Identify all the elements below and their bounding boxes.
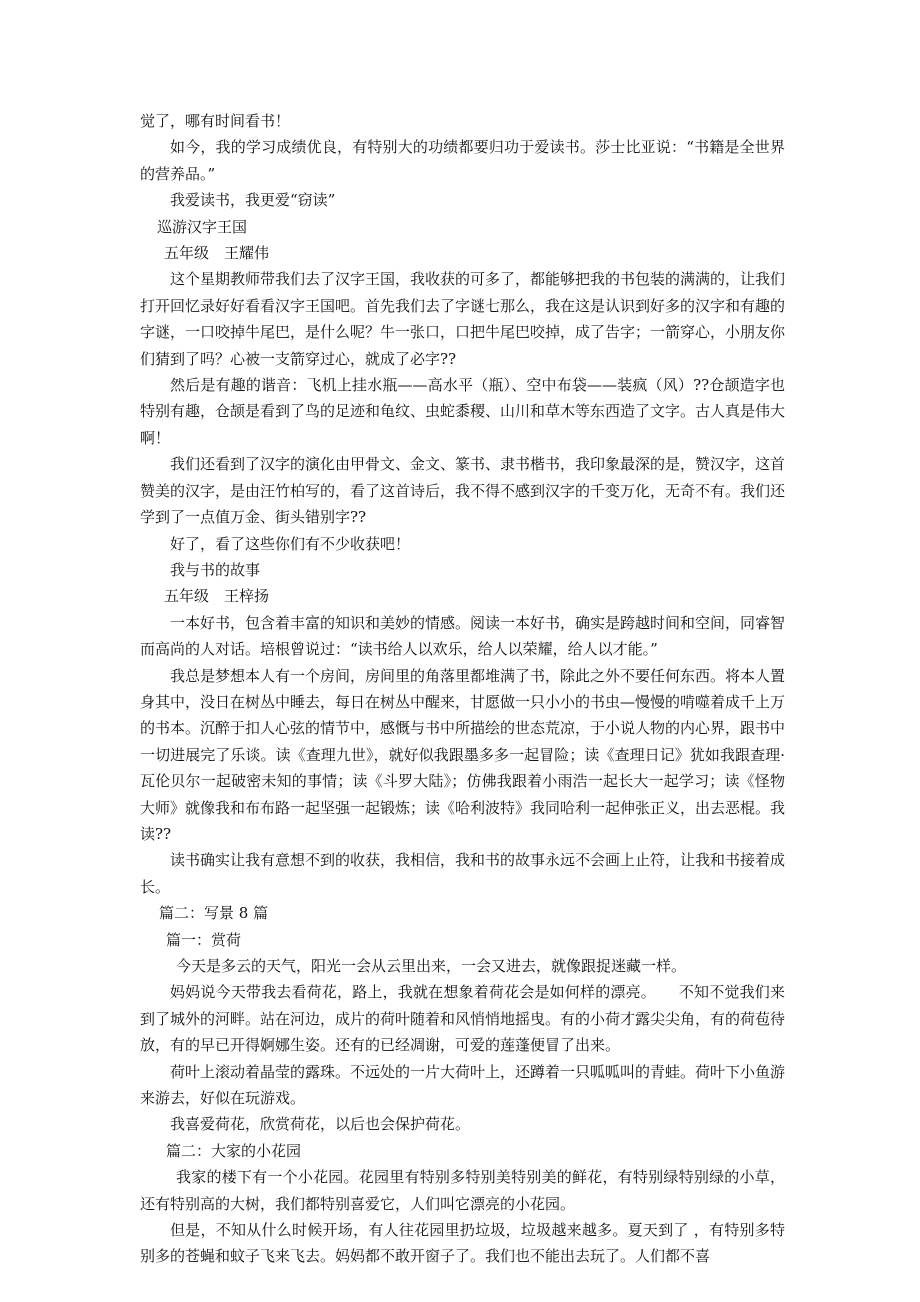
paragraph: 但是，不知从什么时候开场，有人往花园里扔垃圾，垃圾越来越多。夏天到了 ，有特别多特别多的苍蝇和蚊子飞来飞去。妈妈都不敢开窗子了。我们也不能出去玩了。人们都不喜 <box>140 1221 785 1266</box>
paragraph: 荷叶上滚动着晶莹的露珠。不远处的一片大荷叶上，还蹲着一只呱呱叫的青蛙。荷叶下小鱼游来游去，好似在玩游戏。 <box>140 1062 786 1108</box>
article-author: 五年级 王梓扬 <box>164 587 270 606</box>
paragraph: 一本好书，包含着丰富的知识和美妙的情感。阅读一本好书，确实是跨越时间和空间，同睿智而高尚的人对话。培根曾说过：“读书给人以欢乐，给人以荣耀，给人以才能。” <box>140 613 786 659</box>
document-body <box>140 108 785 1270</box>
article-title: 巡游汉字王国 <box>157 217 248 236</box>
article-title: 篇一：赏荷 <box>166 930 242 949</box>
paragraph: 觉了，哪有时间看书！ <box>140 112 291 130</box>
article-title: 我与书的故事 <box>170 560 261 579</box>
article-title: 篇二：大家的小花园 <box>166 1141 302 1160</box>
paragraph: 这个星期教师带我们去了汉字王国，我收获的可多了，都能够把我的书包装的满满的，让我们打开回忆录好好看看汉字王国吧。首先我们去了字谜七那么，我在这是认识到好多的汉字和有趣的字谜，一口咬掉牛尾巴，是什么呢？牛一张口，口把牛尾巴咬掉，成了告字；一箭穿心，小朋友你们猜到了吗？心被一支箭穿过心，就成了必字?? <box>140 270 786 368</box>
paragraph: 我们还看到了汉字的演化由甲骨文、金文、篆书、隶书楷书，我印象最深的是，赞汉字，这首赞美的汉字，是由汪竹柏写的，看了这首诗后，我不得不感到汉字的千变万化，无奇不有。我们还学到了一点值万金、街头错别字?? <box>140 455 786 527</box>
paragraph: 我总是梦想本人有一个房间，房间里的角落里都堆满了书，除此之外不要任何东西。将本人置身其中，没日在树丛中睡去，每日在树丛中醒来，甘愿做一只小小的书虫—慢慢的啃噬着成千上万的书本。沉醉于扣人心弦的情节中，感慨与书中所描绘的世态荒凉，于小说人物的内心界，跟书中一切进展完了乐谈。读《查理九世》，就好似我跟墨多多一起冒险；读《查理日记》犹如我跟查理·瓦伦贝尔一起破密未知的事情；读《斗罗大陆》；仿佛我跟着小雨浩一起长大一起学习；读《怪物大师》就像我和布布路一起坚强一起锻炼；读《哈利波特》我同哈利一起伸张正义，出去恶棍。我读?? <box>140 666 786 843</box>
paragraph: 妈妈说今天带我去看荷花，路上，我就在想象着荷花会是如何样的漂亮。 不知不觉我们来到了城外的河畔。站在河边，成片的荷叶随着和风悄悄地摇曳。有的小荷才露尖尖角，有的荷苞待放，有的早已开得婀娜生姿。还有的已经凋谢，可爱的莲蓬便冒了出来。 <box>140 983 786 1055</box>
paragraph: 我家的楼下有一个小花园。花园里有特别多特别美特别美的鲜花，有特别绿特别绿的小草，还有特别高的大树，我们都特别喜爱它，人们叫它漂亮的小花园。 <box>140 1168 785 1213</box>
paragraph: 今天是多云的天气，阳光一会从云里出来，一会又进去，就像跟捉迷藏一样。 <box>176 957 687 975</box>
paragraph: 我喜爱荷花，欣赏荷花，以后也会保护荷花。 <box>170 1115 471 1134</box>
paragraph: 好了，看了这些你们有不少收获吧！ <box>170 534 411 553</box>
paragraph: 读书确实让我有意想不到的收获，我相信，我和书的故事永远不会画上止符，让我和书接着成长。 <box>140 851 786 896</box>
section-heading: 篇二：写景 8 篇 <box>159 904 269 923</box>
paragraph: 我爱读书，我更爱“窃读” <box>170 191 336 210</box>
article-author: 五年级 王耀伟 <box>164 244 270 263</box>
paragraph: 如今，我的学习成绩优良，有特别大的功绩都要归功于爱读书。莎士比亚说：“书籍是全世界的营养品。” <box>140 138 785 183</box>
paragraph: 然后是有趣的谐音：飞机上挂水瓶——高水平（瓶）、空中布袋——装疯（风）??仓颉造字也特别有趣，仓颉是看到了鸟的足迹和龟纹、虫蛇黍稷、山川和草木等东西造了文字。古人真是伟大啊！ <box>140 376 786 447</box>
